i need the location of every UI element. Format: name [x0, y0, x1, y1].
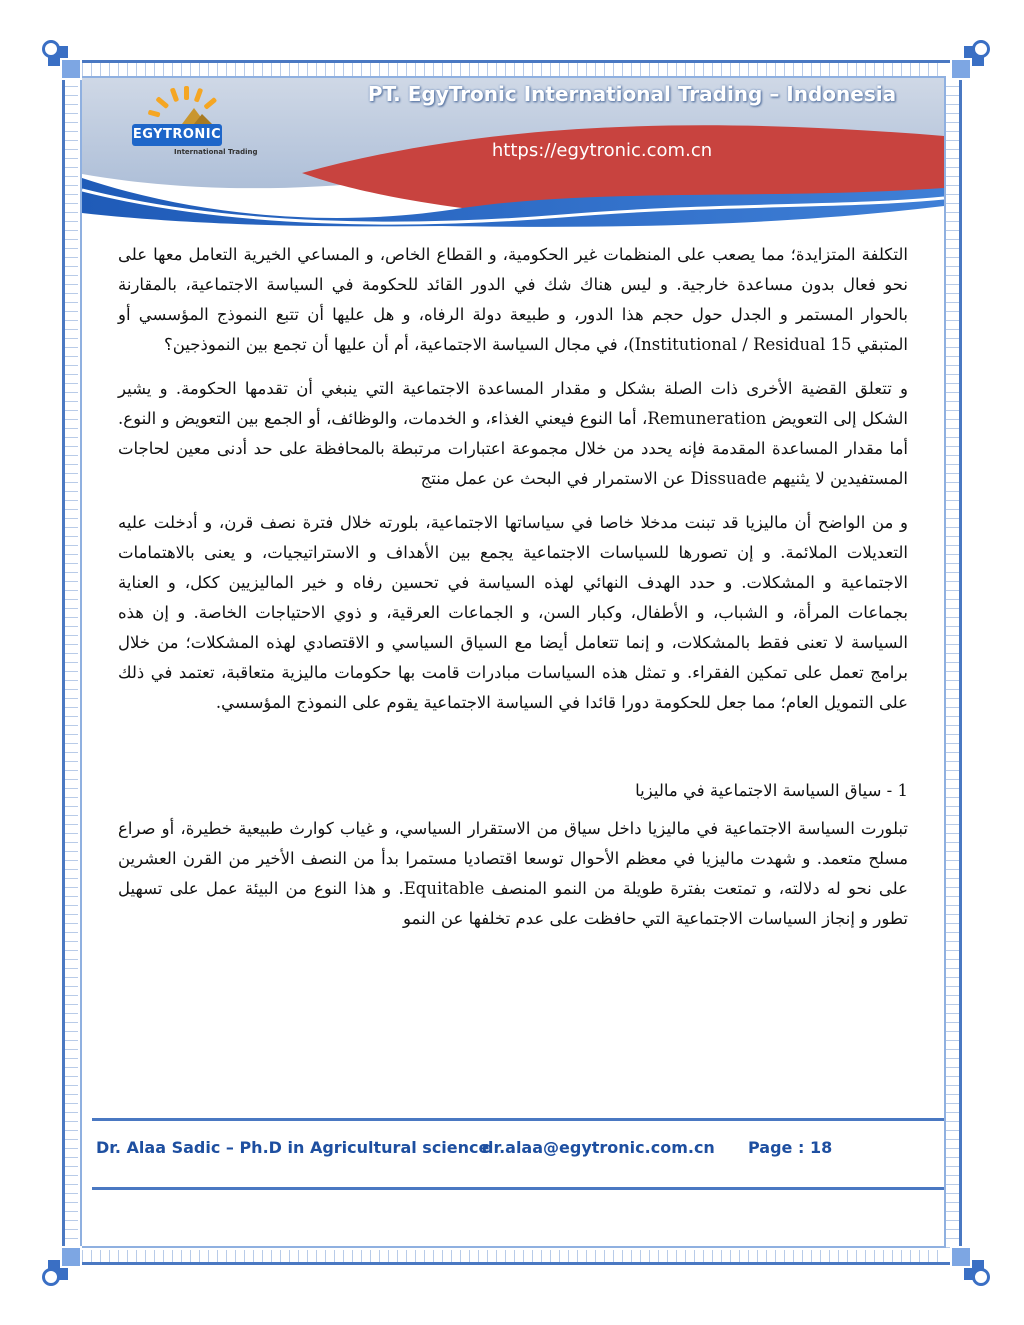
corner-ornament-bottom-left	[40, 1240, 88, 1288]
company-name: PT. EgyTronic International Trading – Indonesia	[367, 82, 897, 106]
footer-page-number: Page : 18	[748, 1138, 833, 1157]
paragraph-2: و تتعلق القضية الأخرى ذات الصلة بشكل و مقدار المساعدة الاجتماعية التي ينبغي أن تقدمها الحكومة. و يشير الشكل إلى التعويض Remuneration، أما النوع فيعني الغذاء، و الخدمات، والوظائف، أو الجمع بين التعويض و النوع. أما مقدار المساعدة المقدمة فإنه يحدد من خلال مجموعة اعتبارات مرتبطة بالمحافظة على حد أدنى معين لحاجات المستفيدين لا يثنيهم Dissuade عن الاستمرار في البحث عن عمل منتج	[118, 379, 909, 488]
corner-ornament-bottom-right	[944, 1240, 992, 1288]
section-heading: 1 - سياق السياسة الاجتماعية في ماليزيا	[635, 781, 908, 800]
company-website-link[interactable]: https://egytronic.com.cn	[491, 140, 713, 161]
paragraph-3: و من الواضح أن ماليزيا قد تبنت مدخلا خاصا في سياساتها الاجتماعية، بلورته خلال فترة نصف قرن، و أدخلت عليه التعديلات الملائمة. و إن تصورها للسياسات الاجتماعية يجمع بين الأهداف و الاستراتيجيات، و يعنى بالاهتمامات الاجتماعية و المشكلات. و حدد الهدف النهائي لهذه السياسة في تحسين رفاه و خير الماليزيين ككل، و العناية بجماعات المرأة، و الشباب، و الأطفال، وكبار السن، و الجماعات العرقية، و ذوي الاحتياجات الخاصة. و إن هذه السياسة لا تعنى فقط بالمشكلات، و إنما تتعامل أيضا مع السياق السياسي و الاقتصادي لهذه المشكلات؛ من خلال برامج تعمل على تمكين الفقراء. و تمثل هذه السياسات مبادرات قامت بها حكومات ماليزية متعاقبة، تعتمد في ذلك على التمويل العام؛ مما جعل للحكومة دورا قائدا في السياسة الاجتماعية يقوم على النموذج المؤسسي.	[118, 513, 908, 712]
footer-divider-top	[92, 1118, 944, 1121]
paragraph-1: التكلفة المتزايدة؛ مما يصعب على المنظمات غير الحكومية، و القطاع الخاص، و المساعي الخيرية التعامل معها على نحو فعال بدون مساعدة خارجية. و ليس هناك شك في الدور القائد للحكومة في السياسة الاجتماعية، بالمقارنة بالحوار المستمر و الجدل حول حجم هذا الدور، و طبيعة دولة الرفاه، و هل عليها أن تتبع النموذج المؤسسي أو المتبقي Institutional / Residual 15)، في مجال السياسة الاجتماعية، أم أن عليها أن تجمع بين النموذجين؟	[118, 245, 908, 354]
corner-ornament-top-right	[944, 38, 992, 86]
article-body	[118, 240, 908, 948]
header-banner	[82, 78, 944, 228]
footer-divider-bottom	[92, 1187, 944, 1190]
logo-subtitle: International Trading	[174, 148, 258, 156]
corner-ornament-top-left	[40, 38, 88, 86]
footer-author: Dr. Alaa Sadic – Ph.D in Agricultural science	[96, 1138, 490, 1157]
paragraph-4: تبلورت السياسة الاجتماعية في ماليزيا داخل سياق من الاستقرار السياسي، و غياب كوارث طبيعية خطيرة، أو صراع مسلح متعمد. و شهدت ماليزيا في معظم الأحوال توسعا اقتصاديا مستمرا بدأ من النصف الأخير من القرن العشرين على نحو له دلالته، و تمتعت بفترة طويلة من النمو المنصف Equitable. و هذا النوع من البيئة عمل على تسهيل تطور و إنجاز السياسات الاجتماعية التي حافظت على عدم تخلفها عن النمو	[118, 819, 908, 928]
page-footer	[96, 1136, 936, 1166]
footer-email-link[interactable]: dr.alaa@egytronic.com.cn	[482, 1138, 715, 1157]
company-logo	[122, 86, 282, 166]
sun-icon	[132, 86, 232, 126]
logo-wordmark: EGYTRONIC	[132, 124, 222, 146]
